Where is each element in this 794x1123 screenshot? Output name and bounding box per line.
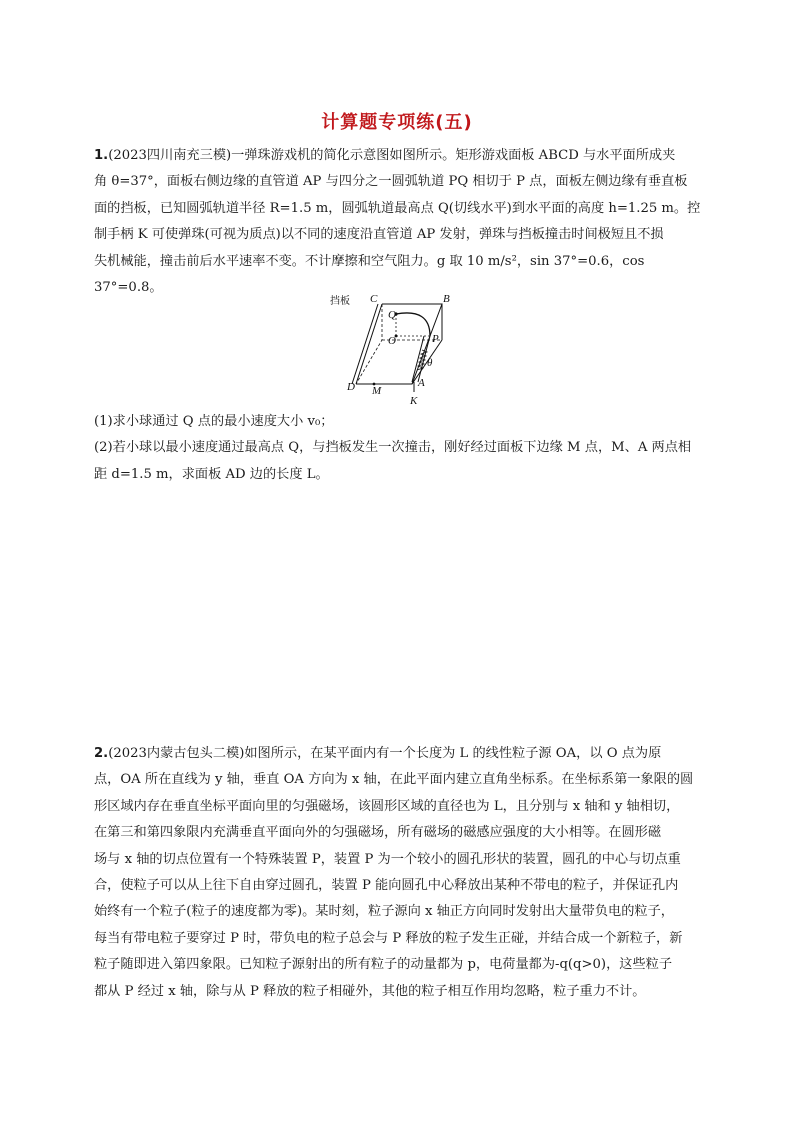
question-2-line: 点，OA 所在直线为 y 轴，垂直 OA 方向为 x 轴，在此平面内建立直角坐标系。在坐标系第一象限的圆 bbox=[94, 772, 694, 788]
sub-question-2-line: (2)若小球以最小速度通过最高点 Q，与挡板发生一次撞击，刚好经过面板下边缘 M 点，M、A 两点相 bbox=[94, 440, 692, 456]
pinball-figure bbox=[330, 292, 470, 408]
question-2-line: 始终有一个粒子(粒子的速度都为零)。某时刻，粒子源向 x 轴正方向同时发射出大量带负电的粒子， bbox=[94, 904, 674, 920]
label-c: C bbox=[370, 293, 378, 305]
question-2-line: 都从 P 经过 x 轴，除与从 P 释放的粒子相碰外，其他的粒子相互作用均忽略，粒子重力不计。 bbox=[94, 983, 646, 999]
sub-question-2-line: 距 d=1.5 m，求面板 AD 边的长度 L。 bbox=[94, 466, 329, 482]
question-1-line: 制手柄 K 可使弹珠(可视为质点)以不同的速度沿直管道 AP 发射，弹珠与挡板撞击时间极短且不损 bbox=[94, 227, 664, 243]
question-1 bbox=[94, 143, 714, 301]
label-q: Q bbox=[388, 309, 396, 321]
question-number: 2. bbox=[94, 746, 109, 761]
label-d: D bbox=[347, 381, 355, 393]
baffle-line bbox=[352, 304, 378, 384]
question-1-line: 面的挡板，已知圆弧轨道半径 R=1.5 m，圆弧轨道最高点 Q(切线水平)到水平面的高度 h=1.25 m。控 bbox=[94, 200, 701, 216]
question-1-line: 1.(2023四川南充三模)一弹珠游戏机的简化示意图如图所示。矩形游戏面板 ABCD 与水平面所成夹 bbox=[94, 148, 676, 163]
label-baffle: 挡板 bbox=[330, 296, 350, 307]
question-1-subparts bbox=[94, 409, 714, 488]
label-m: M bbox=[372, 385, 382, 397]
question-2-line: 每当有带电粒子要穿过 P 时，带负电的粒子总会与 P 释放的粒子发生正碰，并结合成一个新粒子，新 bbox=[94, 930, 683, 946]
question-2-line: 合，使粒子可以从上往下自由穿过圆孔，装置 P 能向圆孔中心释放出某种不带电的粒子，并保证孔内 bbox=[94, 878, 679, 894]
label-o: O bbox=[388, 335, 396, 347]
question-2-line: 在第三和第四象限内充满垂直平面向外的匀强磁场，所有磁场的磁感应强度的大小相等。在圆形磁 bbox=[94, 825, 662, 841]
label-a: A bbox=[418, 377, 425, 389]
page-title: 计算题专项练(五) bbox=[321, 112, 473, 133]
question-1-line: 角 θ=37°，面板右侧边缘的直管道 AP 与四分之一圆弧轨道 PQ 相切于 P 点，面板左侧边缘有垂直板 bbox=[94, 174, 688, 190]
label-p: P bbox=[432, 333, 439, 345]
label-theta: θ bbox=[427, 357, 433, 369]
question-1-line: 37°=0.8。 bbox=[94, 280, 163, 296]
arc-track bbox=[396, 313, 430, 336]
question-2-line: 形区域内存在垂直坐标平面向里的匀强磁场，该圆形区域的直径也为 L，且分别与 x 轴和 y 轴相切， bbox=[94, 798, 680, 814]
question-2-line: 粒子随即进入第四象限。已知粒子源射出的所有粒子的动量都为 p，电荷量都为-q(q>0)，这些粒子 bbox=[94, 957, 673, 973]
label-k: K bbox=[410, 395, 418, 407]
question-2 bbox=[94, 741, 714, 1005]
label-b: B bbox=[443, 293, 450, 305]
question-2-line: 场与 x 轴的切点位置有一个特殊装置 P，装置 P 为一个较小的圆孔形状的装置，圆孔的中心与切点重 bbox=[94, 851, 681, 867]
sub-question-1: (1)求小球通过 Q 点的最小速度大小 v₀； bbox=[94, 414, 334, 429]
question-1-line: 失机械能，撞击前后水平速率不变。不计摩擦和空气阻力。g 取 10 m/s²，sin 37°=0.6，cos bbox=[94, 253, 645, 269]
baffle-line bbox=[356, 304, 382, 384]
question-2-line: 2.(2023内蒙古包头二模)如图所示，在某平面内有一个长度为 L 的线性粒子源 OA，以 O 点为原 bbox=[94, 746, 662, 761]
question-number: 1. bbox=[94, 148, 109, 163]
